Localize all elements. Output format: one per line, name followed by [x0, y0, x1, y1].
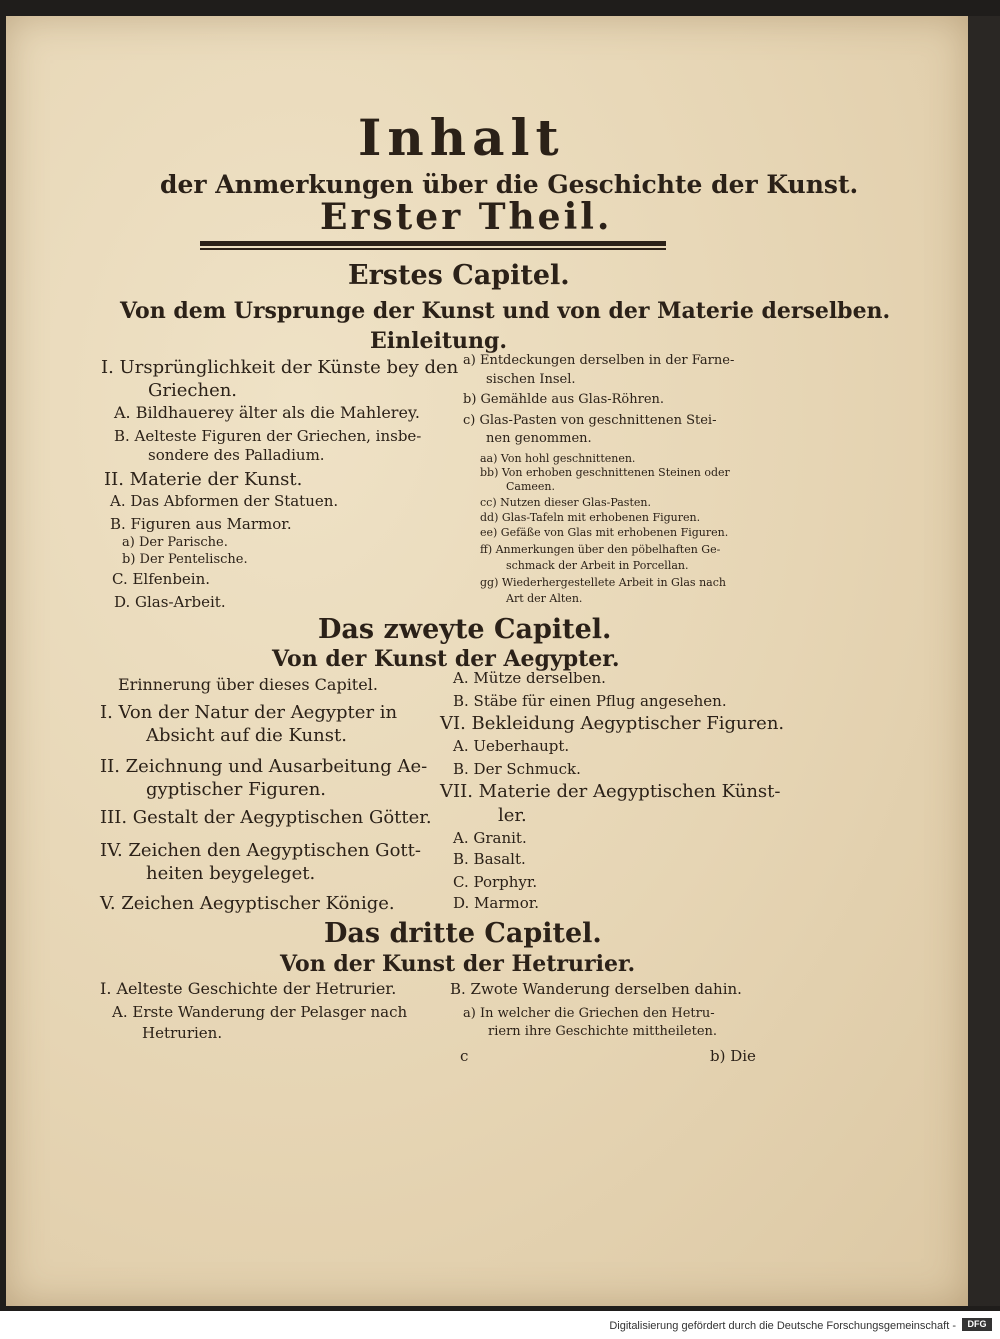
chapter1-intro: Einleitung.: [370, 328, 508, 354]
toc-entry: aa) Von hohl geschnittenen.: [480, 452, 636, 465]
toc-entry: VII. Materie der Aegyptischen Künst-: [440, 781, 781, 802]
toc-entry: bb) Von erhoben geschnittenen Steinen oder: [480, 466, 730, 479]
toc-entry: B. Der Schmuck.: [453, 760, 581, 778]
toc-entry: ler.: [498, 805, 527, 826]
dfg-logo-icon: DFG: [962, 1318, 992, 1331]
toc-entry: a) In welcher die Griechen den Hetru-: [463, 1006, 715, 1021]
toc-entry: Art der Alten.: [506, 592, 583, 605]
toc-entry: II. Materie der Kunst.: [104, 469, 303, 490]
toc-entry: A. Granit.: [453, 829, 527, 847]
toc-entry: nen genommen.: [486, 431, 592, 446]
footer-bar: [0, 1311, 1000, 1339]
toc-entry: C. Porphyr.: [453, 873, 538, 891]
toc-entry: VI. Bekleidung Aegyptischer Figuren.: [440, 713, 785, 734]
page-title: Inhalt: [358, 108, 565, 167]
chapter1-subheading: Von dem Ursprunge der Kunst und von der Materie derselben.: [120, 298, 891, 324]
toc-entry: sischen Insel.: [486, 372, 576, 387]
toc-entry: b) Gemählde aus Glas-Röhren.: [463, 392, 665, 407]
chapter2-heading: Das zweyte Capitel.: [318, 614, 612, 645]
toc-entry: A. Das Abformen der Statuen.: [110, 492, 339, 510]
toc-entry: I. Aelteste Geschichte der Hetrurier.: [100, 979, 397, 998]
chapter2-subheading: Von der Kunst der Aegypter.: [272, 646, 620, 672]
toc-entry: C. Elfenbein.: [112, 570, 211, 588]
double-rule: [200, 241, 666, 246]
toc-entry: I. Ursprünglichkeit der Künste bey den: [101, 357, 459, 378]
toc-entry: b) Der Pentelische.: [122, 552, 248, 567]
toc-entry: gg) Wiederhergestellete Arbeit in Glas nach: [480, 576, 726, 589]
toc-entry: a) Der Parische.: [122, 535, 228, 550]
chapter3-subheading: Von der Kunst der Hetrurier.: [280, 951, 636, 977]
toc-entry: ff) Anmerkungen über den pöbelhaften Ge-: [480, 543, 721, 556]
toc-entry: B. Figuren aus Marmor.: [110, 515, 292, 533]
toc-entry: riern ihre Geschichte mittheileten.: [488, 1024, 718, 1039]
toc-entry: a) Entdeckungen derselben in der Farne-: [463, 353, 735, 368]
toc-entry: B. Stäbe für einen Pflug angesehen.: [453, 692, 727, 710]
chapter3-heading: Das dritte Capitel.: [324, 918, 602, 949]
toc-entry: A. Mütze derselben.: [453, 669, 606, 687]
toc-entry: c) Glas-Pasten von geschnittenen Stei-: [463, 413, 717, 428]
toc-entry: II. Zeichnung und Ausarbeitung Ae-: [100, 756, 428, 777]
toc-entry: cc) Nutzen dieser Glas-Pasten.: [480, 496, 651, 509]
toc-entry: I. Von der Natur der Aegypter in: [100, 702, 398, 723]
toc-entry: Erinnerung über dieses Capitel.: [118, 675, 378, 694]
toc-entry: B. Aelteste Figuren der Griechen, insbe-: [114, 427, 422, 445]
toc-entry: D. Marmor.: [453, 894, 540, 912]
toc-entry: IV. Zeichen den Aegyptischen Gott-: [100, 840, 421, 861]
chapter1-heading: Erstes Capitel.: [348, 260, 570, 291]
toc-entry: gyptischer Figuren.: [146, 779, 327, 800]
double-rule-thin: [200, 248, 666, 250]
signature-mark: c: [460, 1047, 469, 1065]
toc-entry: heiten beygeleget.: [146, 863, 316, 884]
toc-entry: B. Basalt.: [453, 850, 526, 868]
footer-text: Digitalisierung gefördert durch die Deutsche Forschungsgemeinschaft -: [609, 1320, 956, 1332]
toc-entry: III. Gestalt der Aegyptischen Götter.: [100, 807, 432, 828]
toc-entry: V. Zeichen Aegyptischer Könige.: [100, 893, 395, 914]
catchword: b) Die: [710, 1047, 756, 1065]
toc-entry: Cameen.: [506, 480, 556, 493]
toc-entry: ee) Gefäße von Glas mit erhobenen Figuren.: [480, 526, 729, 539]
part-title: Erster Theil.: [320, 196, 613, 238]
toc-entry: A. Bildhauerey älter als die Mahlerey.: [114, 403, 420, 422]
toc-entry: A. Erste Wanderung der Pelasger nach: [112, 1003, 408, 1021]
toc-entry: dd) Glas-Tafeln mit erhobenen Figuren.: [480, 511, 701, 524]
page-subtitle: der Anmerkungen über die Geschichte der Kunst.: [160, 170, 859, 199]
toc-entry: sondere des Palladium.: [148, 446, 325, 464]
toc-entry: D. Glas-Arbeit.: [114, 593, 226, 611]
toc-entry: Griechen.: [148, 380, 238, 401]
toc-entry: Absicht auf die Kunst.: [146, 725, 347, 746]
toc-entry: A. Ueberhaupt.: [453, 737, 570, 755]
toc-entry: schmack der Arbeit in Porcellan.: [506, 559, 689, 572]
toc-entry: Hetrurien.: [142, 1024, 223, 1042]
toc-entry: B. Zwote Wanderung derselben dahin.: [450, 980, 742, 998]
page-edge: [968, 16, 1000, 1306]
